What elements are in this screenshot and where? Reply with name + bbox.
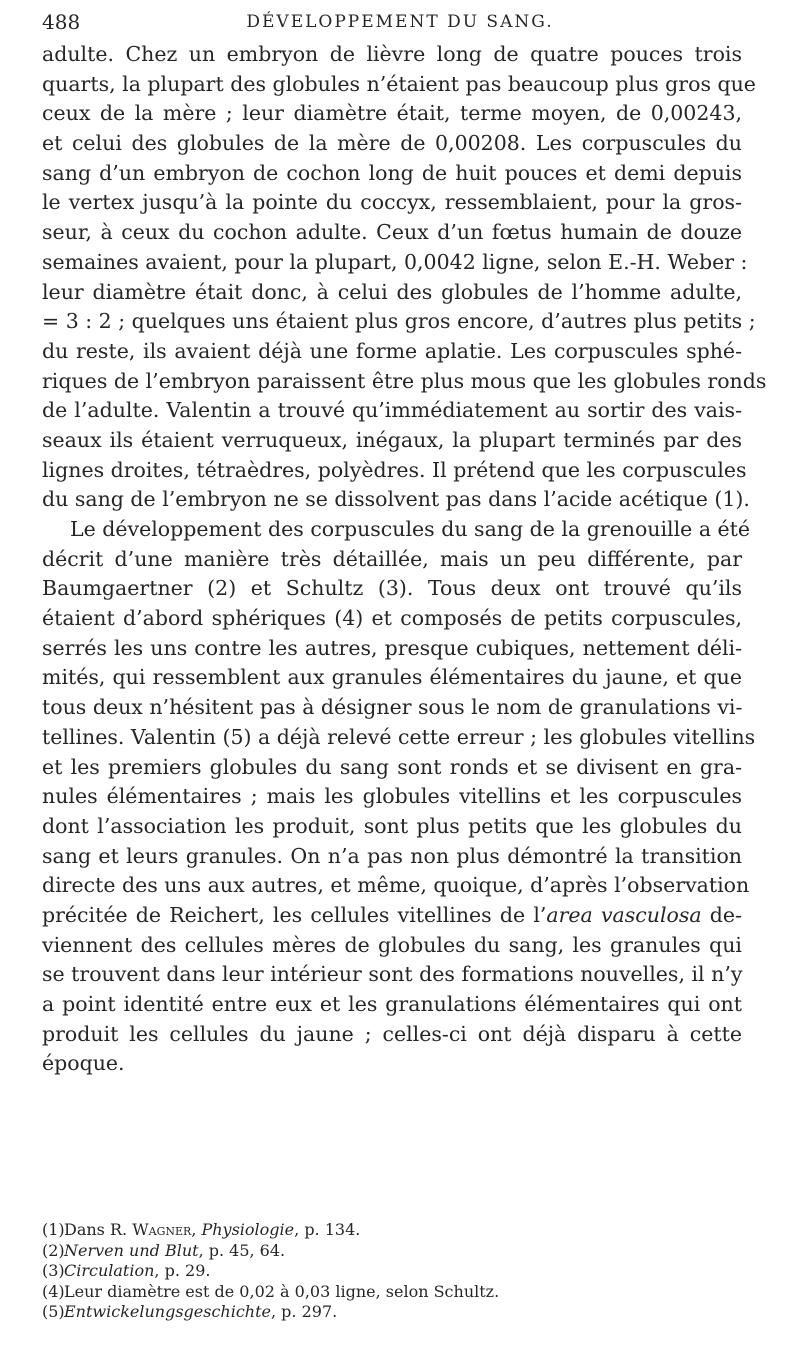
text-line: Le développement des corpuscules du sang de la grenouille a été [70, 517, 751, 541]
text-line: quarts, la plupart des globules n’étaient pas beaucoup plus gros que [42, 71, 756, 96]
text-line: étaient d’abord sphériques (4) et composés de petits corpuscules, [42, 606, 742, 631]
text-line: et celui des globules de la mère de 0,00208. Les corpuscules du [42, 131, 742, 156]
running-head: DÉVELOPPEMENT DU SANG. [246, 12, 554, 32]
page-number: 488 [42, 10, 81, 34]
text-line: viennent des cellules mères de globules du sang, les granules qui [42, 932, 742, 957]
text-line: de l’adulte. Valentin a trouvé qu’immédiatement au sortir des vais- [42, 398, 742, 423]
text-line: adulte. Chez un embryon de lièvre long de quatre pouces trois [42, 42, 742, 66]
text-line: directe des uns aux autres, et même, quoique, d’après l’observation [42, 873, 750, 898]
footnote-number: (3) [42, 1261, 65, 1281]
text-line: lignes droites, tétraèdres, polyèdres. Il prétend que les corpuscules [42, 457, 747, 482]
text-line: du sang de l’embryon ne se dissolvent pas dans l’acide acétique (1). [42, 487, 750, 512]
text-line: se trouvent dans leur intérieur sont des formations nouvelles, il n’y [42, 962, 743, 987]
text-line: a point identité entre eux et les granulations élémentaires qui ont [42, 992, 742, 1016]
text-line: dont l’association les produit, sont plus petits que les globules du [42, 813, 742, 838]
footnote-text: Circulation, p. 29. [64, 1261, 211, 1281]
text-line: le vertex jusqu’à la pointe du coccyx, ressemblaient, pour la gros- [42, 190, 742, 215]
text-line: ceux de la mère ; leur diamètre était, terme moyen, de 0,00243, [42, 101, 742, 126]
text-line: sang d’un embryon de cochon long de huit pouces et demi depuis [42, 160, 742, 185]
body-text [42, 40, 767, 1079]
text-line: produit les cellules du jaune ; celles-ci ont déjà disparu à cette [42, 1021, 742, 1046]
text-line: serrés les uns contre les autres, presque cubiques, nettement déli- [42, 635, 742, 660]
text-line: tellines. Valentin (5) a déjà relevé cette erreur ; les globules vitellins [42, 724, 756, 749]
text-line: riques de l’embryon paraissent être plus mous que les globules ronds [42, 368, 767, 393]
footnote-number: (5) [42, 1302, 65, 1322]
footnote-number: (2) [42, 1240, 65, 1260]
text-line: seaux ils étaient verruqueux, inégaux, la plupart terminés par des [42, 427, 742, 452]
text-line: du reste, ils avaient déjà une forme aplatie. Les corpuscules sphé- [42, 338, 742, 363]
footnote-text: Dans R. Wagner, Physiologie, p. 134. [64, 1220, 361, 1239]
footnote-text: Entwickelungsgeschichte, p. 297. [64, 1302, 338, 1322]
text-line: et les premiers globules du sang sont ronds et se divisent en gra- [42, 754, 742, 779]
footnote [42, 1220, 742, 1241]
text-line: leur diamètre était donc, à celui des globules de l’homme adulte, [42, 279, 742, 304]
footnote [42, 1282, 742, 1303]
footnote [42, 1241, 742, 1262]
footnote [42, 1261, 742, 1282]
footnote-text: Leur diamètre est de 0,02 à 0,03 ligne, selon Schultz. [64, 1281, 500, 1301]
text-line: = 3 : 2 ; quelques uns étaient plus gros encore, d’autres plus petits ; [42, 309, 756, 334]
text-line: seur, à ceux du cochon adulte. Ceux d’un fœtus humain de douze [42, 220, 742, 245]
text-line: décrit d’une manière très détaillée, mais un peu différente, par [42, 546, 742, 571]
footnote-text: Nerven und Blut, p. 45, 64. [64, 1240, 286, 1260]
footnotes [42, 1220, 742, 1323]
page-header [42, 8, 742, 38]
text-line: époque. [42, 1051, 125, 1076]
text-line: mités, qui ressemblent aux granules élémentaires du jaune, et que [42, 665, 742, 690]
text-line: semaines avaient, pour la plupart, 0,0042 ligne, selon E.-H. Weber : [42, 249, 748, 274]
text-line: Baumgaertner (2) et Schultz (3). Tous deux ont trouvé qu’ils [42, 576, 742, 601]
text-line: précitée de Reichert, les cellules vitellines de l’area vasculosa de- [42, 902, 742, 927]
footnote-number: (4) [42, 1281, 65, 1301]
text-line: sang et leurs granules. On n’a pas non plus démontré la transition [42, 843, 742, 868]
footnote [42, 1302, 742, 1323]
text-line: tous deux n’hésitent pas à désigner sous le nom de granulations vi- [42, 695, 743, 720]
footnote-number: (1) [42, 1220, 65, 1239]
text-line: nules élémentaires ; mais les globules vitellins et les corpuscules [42, 784, 742, 809]
